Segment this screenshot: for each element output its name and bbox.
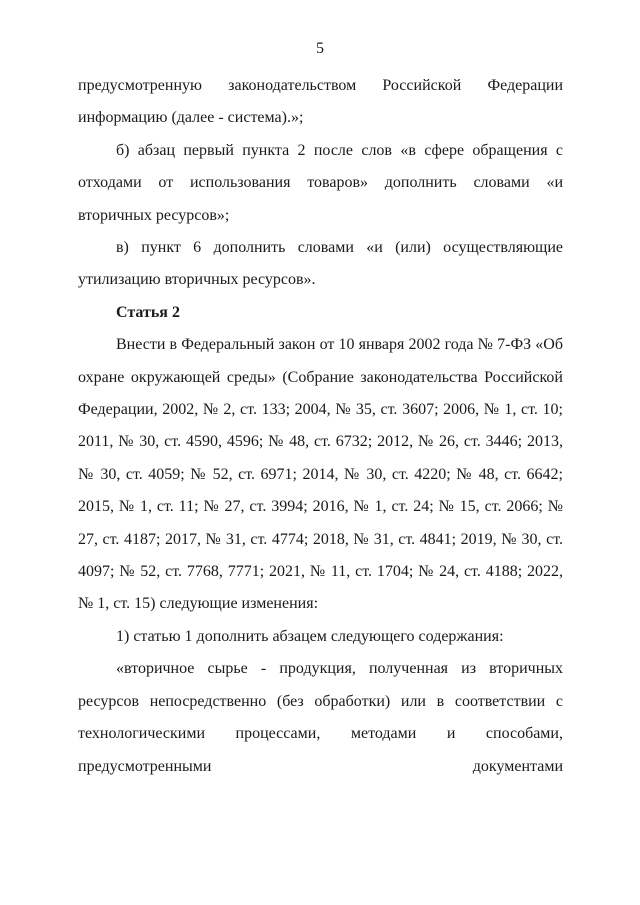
page-number: 5 [316, 40, 324, 57]
paragraph-item-1: 1) статью 1 дополнить абзацем следующего содержания: [116, 627, 504, 645]
paragraph-amendment-intro: Внести в Федеральный закон от 10 января 2002 года № 7-ФЗ «Об охране окружающей среды» (Собрание законодательства Российской Федерации, 2002, № 2, ст. 133; 2004, № 35, ст. 3607; 2006, № 1, ст. 10; 2011, № 30, ст. 4590, 4596; № 48, ст. 6732; 2012, № 26, ст. 3446; 2013, № 30, ст. 4059; № 52, ст. 6971; 2014, № 30, ст. 4220; № 48, ст. 6642; 2015, № 1, ст. 11; № 27, ст. 3994; 2016, № 1, ст. 24; № 15, ст. 2066; № 27, ст. 4187; 2017, № 31, ст. 4774; 2018, № 31, ст. 4841; 2019, № 30, ст. 4097; № 52, ст. 7768, 7771; 2021, № 11, ст. 1704; № 24, ст. 4188; 2022, № 1, ст. 15) следующие изменения: [78, 336, 563, 613]
document-body [78, 70, 563, 783]
paragraph-item-v: в) пункт 6 дополнить словами «и (или) осуществляющие утилизацию вторичных ресурсов». [78, 239, 563, 289]
article-heading: Статья 2 [116, 303, 180, 321]
paragraph-definition: «вторичное сырье - продукция, полученная из вторичных ресурсов непосредственно (без обработки) или в соответствии с технологическими процессами, методами и способами, предусмотренными документами [78, 660, 563, 775]
paragraph-item-b: б) абзац первый пункта 2 после слов «в сфере обращения с отходами от использования товаров» дополнить словами «и вторичных ресурсов»; [78, 141, 563, 224]
paragraph-continuation: предусмотренную законодательством Российской Федерации информацию (далее - система).»; [78, 77, 563, 127]
